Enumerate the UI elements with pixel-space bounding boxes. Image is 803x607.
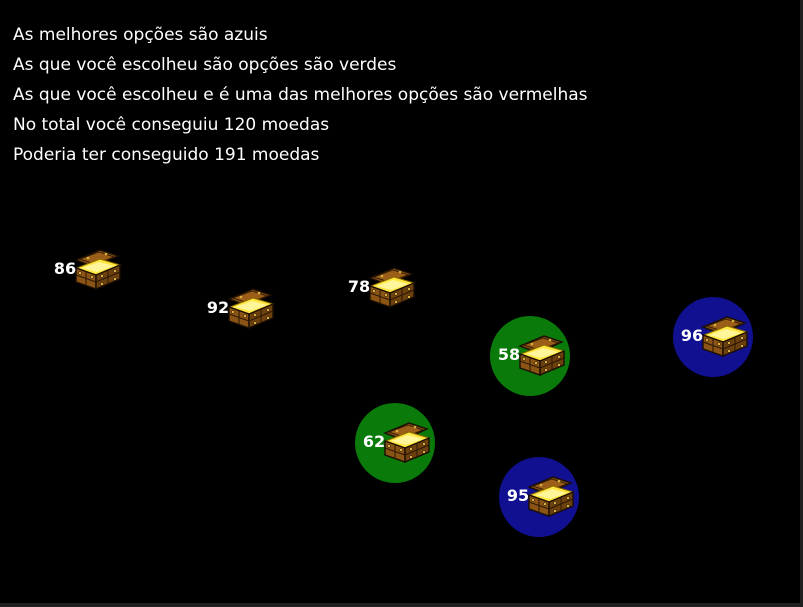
chest-option[interactable] xyxy=(355,403,435,483)
chest-value: 58 xyxy=(497,345,521,364)
message-max-coins: Poderia ter conseguido 191 moedas xyxy=(13,145,320,165)
chest-option[interactable] xyxy=(673,297,753,377)
chest-value: 92 xyxy=(206,298,230,317)
message-total-coins: No total você conseguiu 120 moedas xyxy=(13,115,330,135)
window-frame-bottom xyxy=(0,603,803,607)
chest-option[interactable] xyxy=(499,457,579,537)
message-best-blue: As melhores opções são azuis xyxy=(13,25,268,45)
chest-option[interactable] xyxy=(46,230,126,310)
chest-value: 95 xyxy=(506,486,530,505)
chest-value: 62 xyxy=(362,432,386,451)
chest-value: 86 xyxy=(53,259,77,278)
chest-option[interactable] xyxy=(199,269,279,349)
chest-option[interactable] xyxy=(340,248,420,328)
message-chosen-best-red: As que você escolheu e é uma das melhores opções são vermelhas xyxy=(13,85,588,105)
chest-option[interactable] xyxy=(490,316,570,396)
message-chosen-green: As que você escolheu são opções são verdes xyxy=(13,55,397,75)
chest-value: 78 xyxy=(347,277,371,296)
chest-value: 96 xyxy=(680,326,704,345)
result-messages xyxy=(13,20,588,170)
